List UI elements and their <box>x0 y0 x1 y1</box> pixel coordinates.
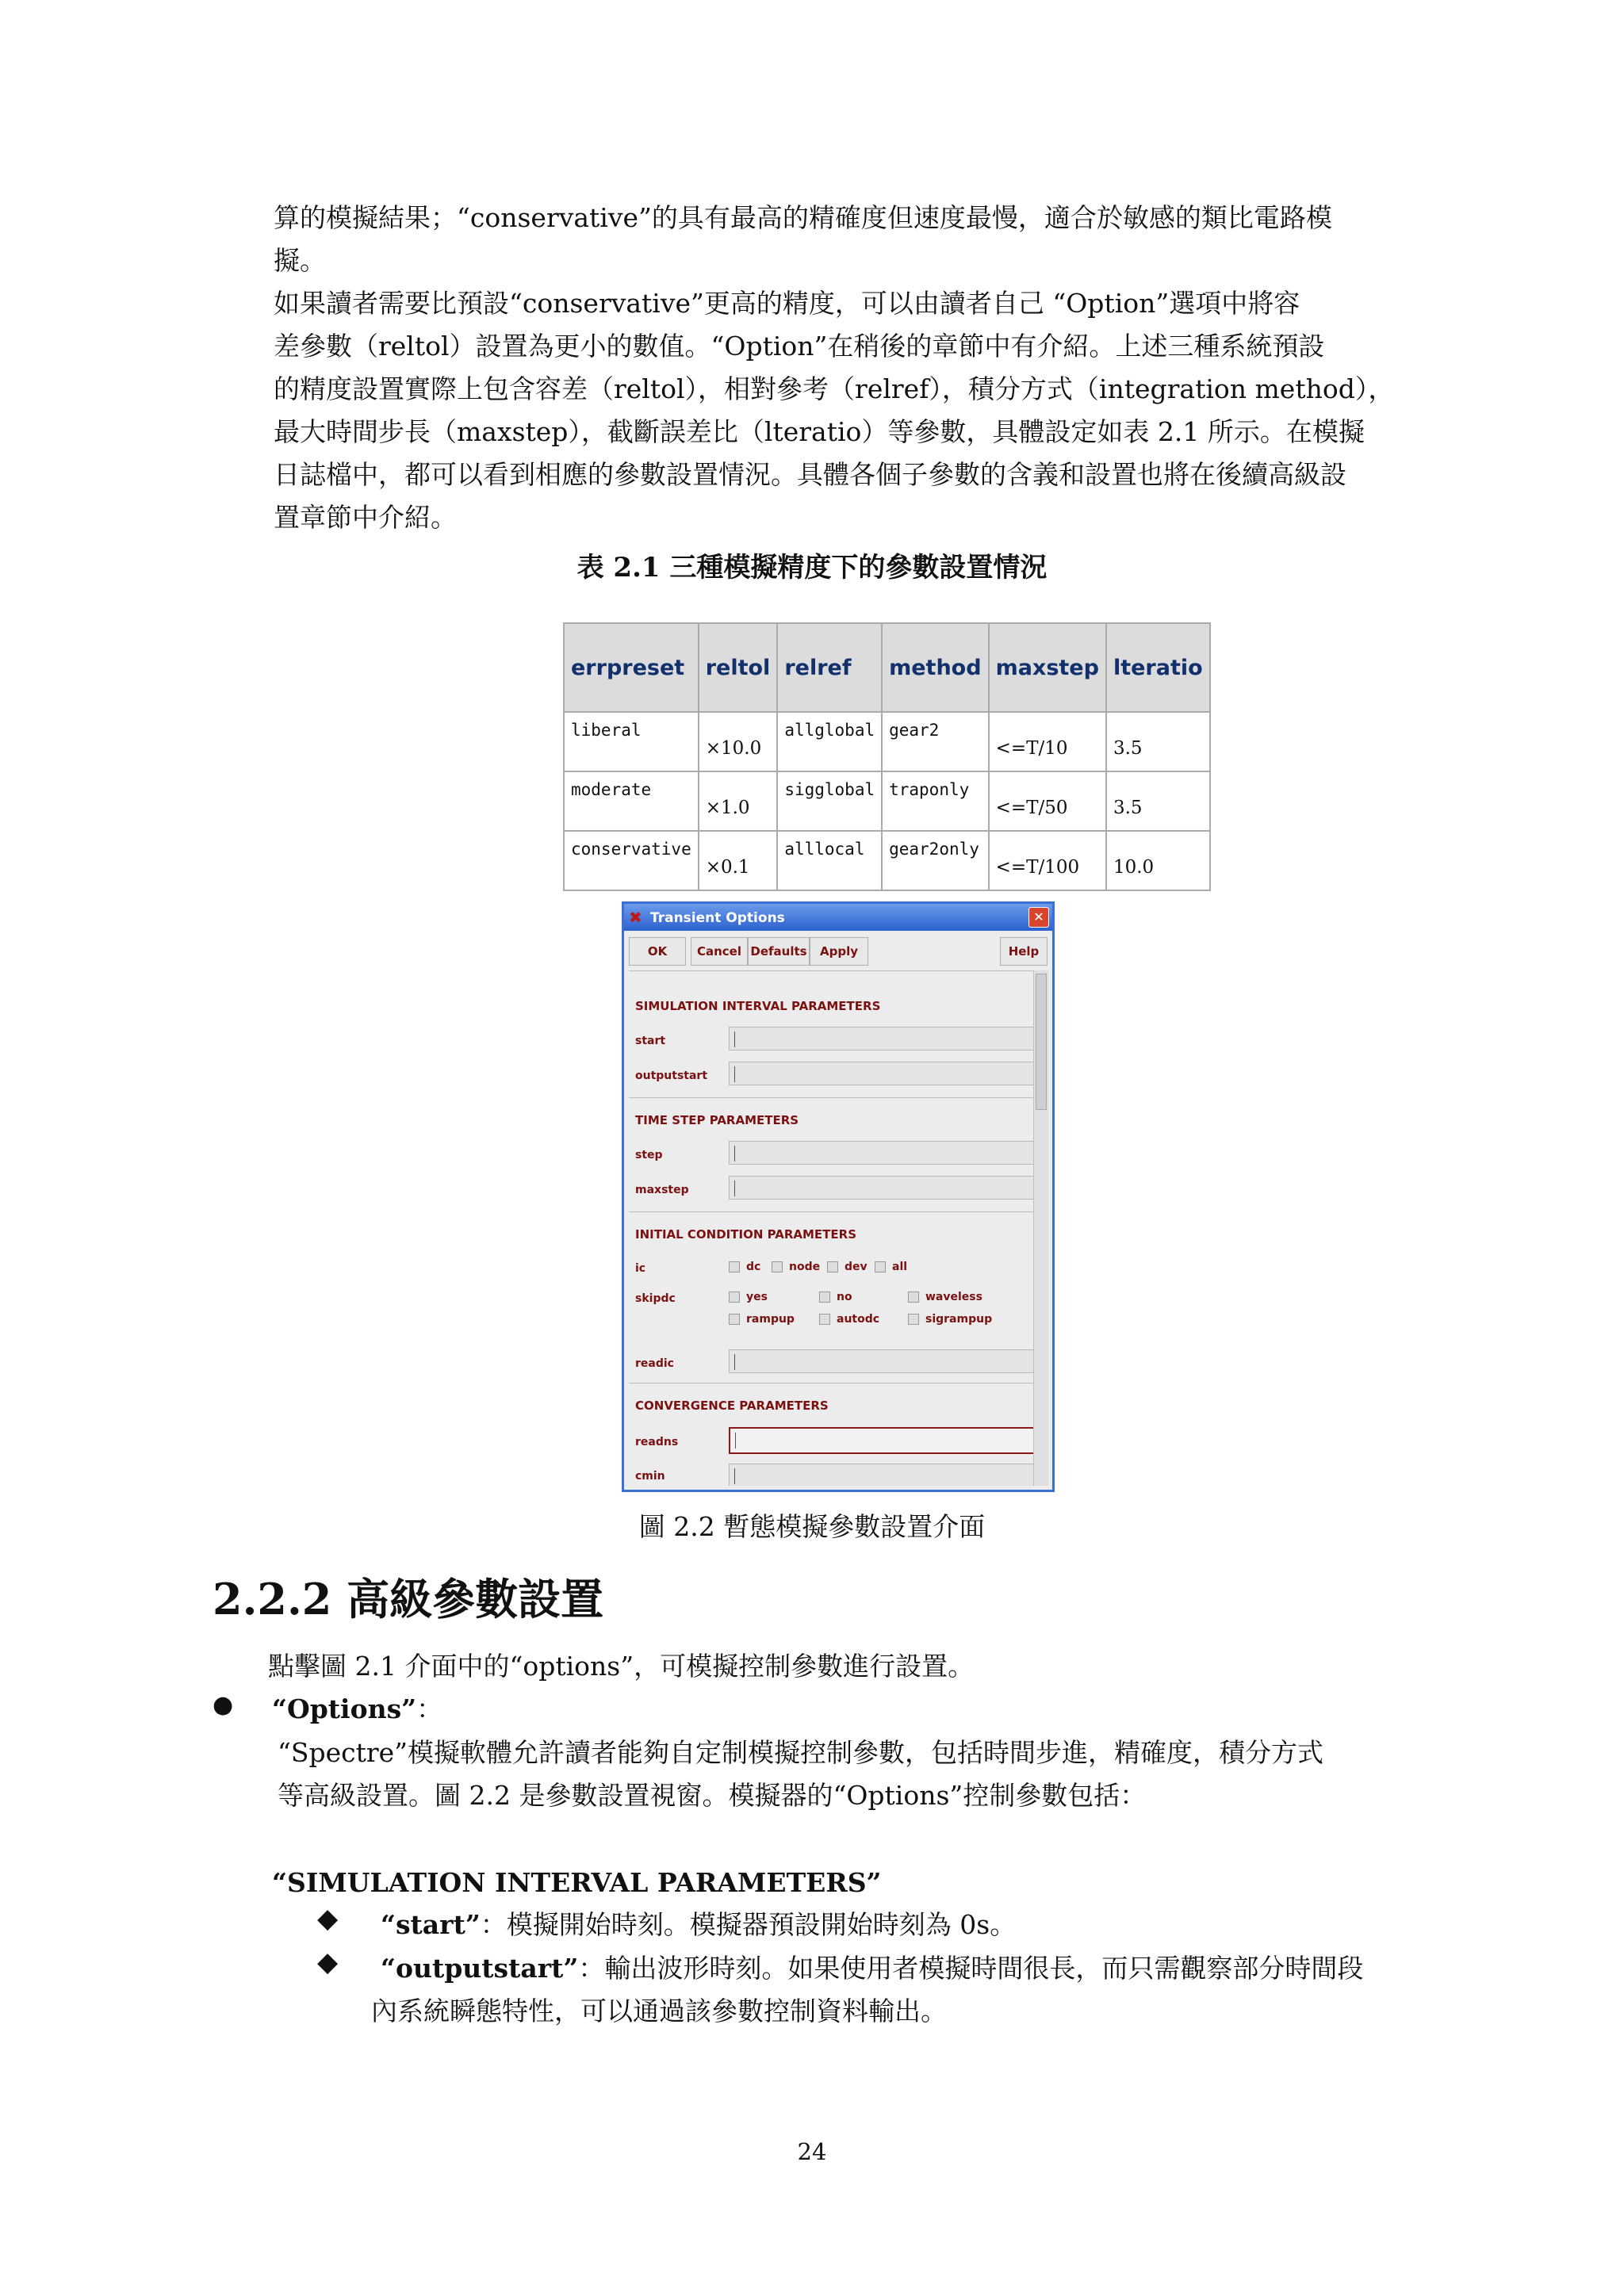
skipdc-no-checkbox[interactable]: no <box>819 1291 852 1303</box>
outputstart-field[interactable] <box>729 1062 1033 1085</box>
dialog-titlebar <box>624 904 1052 931</box>
table-row <box>564 771 1210 831</box>
text-line: 差參數（reltol）設置為更小的數值。“Option”在稍後的章節中有介紹。上述三種系統預設 <box>274 331 1325 362</box>
divider <box>629 1097 1033 1098</box>
table-cell: sigglobal <box>777 771 882 831</box>
table-cell: allglobal <box>777 712 882 771</box>
outputstart-label: outputstart <box>635 1070 708 1082</box>
section-title: INITIAL CONDITION PARAMETERS <box>635 1227 856 1242</box>
skipdc-waveless-checkbox[interactable]: waveless <box>908 1291 982 1303</box>
table-cell: traponly <box>882 771 988 831</box>
table-cell: <=T/100 <box>989 831 1106 890</box>
text-line: 算的模擬結果；“conservative”的具有最高的精確度但速度最慢，適合於敏感的類比電路模 <box>274 202 1332 233</box>
table-row <box>564 831 1210 890</box>
table-cell: <=T/50 <box>989 771 1106 831</box>
skipdc-autodc-checkbox[interactable]: autodc <box>819 1313 879 1326</box>
bullet-start: “start”：模擬開始時刻。模擬器預設開始時刻為 0s。 <box>381 1909 1017 1940</box>
spectre-paragraph <box>278 1732 1419 1817</box>
ic-label: ic <box>635 1262 646 1275</box>
maxstep-label: maxstep <box>635 1184 689 1196</box>
section-title: 高級參數設置 <box>347 1574 604 1624</box>
options-title-line <box>272 1688 1414 1731</box>
text-line: 如果讀者需要比預設“conservative”更高的精度，可以由讀者自己 “Option”選項中將容 <box>274 288 1300 319</box>
table-cell: moderate <box>564 771 699 831</box>
close-icon[interactable]: ✕ <box>1028 907 1049 928</box>
table-cell: 3.5 <box>1106 712 1210 771</box>
cmin-label: cmin <box>635 1470 665 1483</box>
cancel-button[interactable]: Cancel <box>691 937 748 966</box>
table-cell: ×10.0 <box>699 712 778 771</box>
table-cell: ×0.1 <box>699 831 778 890</box>
table-cell: liberal <box>564 712 699 771</box>
column-header: method <box>882 623 988 712</box>
intro-paragraph <box>274 197 1415 539</box>
text-line: 的精度設置實際上包含容差（reltol），相對參考（relref），積分方式（integration method）， <box>274 373 1395 404</box>
ic-node-checkbox[interactable]: node <box>772 1261 820 1273</box>
skipdc-yes-checkbox[interactable]: yes <box>729 1291 768 1303</box>
table-cell: alllocal <box>777 831 882 890</box>
scrollbar-thumb[interactable] <box>1036 974 1047 1110</box>
options-title: “Options” <box>272 1693 417 1724</box>
colon: ： <box>416 1693 443 1724</box>
text-line: 最大時間步長（maxstep），截斷誤差比（lteratio）等參數，具體設定如表 2.1 所示。在模擬 <box>274 416 1365 447</box>
parameter-table <box>563 622 1211 891</box>
text-line: 置章節中介紹。 <box>274 502 457 533</box>
page-number: 24 <box>797 2138 827 2165</box>
x-logo-icon: ✖ <box>629 908 642 927</box>
table-row <box>564 712 1210 771</box>
cmin-field[interactable] <box>729 1464 1033 1486</box>
dialog-body <box>629 970 1033 1486</box>
maxstep-field[interactable] <box>729 1176 1033 1200</box>
figure-caption: 圖 2.2 暫態模擬參數設置介面 <box>638 1511 986 1542</box>
transient-options-dialog <box>622 901 1055 1492</box>
section-title: CONVERGENCE PARAMETERS <box>635 1399 829 1413</box>
defaults-button[interactable]: Defaults <box>748 937 810 966</box>
step-label: step <box>635 1149 663 1161</box>
step-field[interactable] <box>729 1141 1033 1165</box>
table-header-row <box>564 623 1210 712</box>
dialog-scrollbar[interactable] <box>1033 970 1048 1486</box>
section-heading <box>213 1566 603 1627</box>
text-line: “Spectre”模擬軟體允許讀者能夠自定制模擬控制參數，包括時間步進，精確度，積分方式 <box>278 1737 1324 1768</box>
diamond-bullet-icon: ◆ <box>317 1903 339 1934</box>
dialog-toolbar <box>629 937 1048 966</box>
column-header: lteratio <box>1106 623 1210 712</box>
readns-field[interactable] <box>729 1427 1033 1454</box>
section-title: SIMULATION INTERVAL PARAMETERS <box>635 999 881 1013</box>
text-line: 擬。 <box>274 245 326 276</box>
dialog-title: Transient Options <box>650 910 785 926</box>
help-button[interactable]: Help <box>1000 937 1048 966</box>
text-line: 日誌檔中，都可以看到相應的參數設置情況。具體各個子參數的含義和設置也將在後續高級設 <box>274 459 1346 490</box>
column-header: relref <box>777 623 882 712</box>
skipdc-rampup-checkbox[interactable]: rampup <box>729 1313 795 1326</box>
sim-interval-heading: “SIMULATION INTERVAL PARAMETERS” <box>272 1867 882 1898</box>
table-cell: gear2only <box>882 831 988 890</box>
section-title: TIME STEP PARAMETERS <box>635 1113 799 1127</box>
table-cell: ×1.0 <box>699 771 778 831</box>
column-header: maxstep <box>989 623 1106 712</box>
click-paragraph <box>268 1645 1410 1688</box>
text-line: 等高級設置。圖 2.2 是參數設置視窗。模擬器的“Options”控制參數包括： <box>278 1780 1147 1811</box>
column-header: reltol <box>699 623 778 712</box>
table-cell: 10.0 <box>1106 831 1210 890</box>
bullet-outputstart: “outputstart”：輸出波形時刻。如果使用者模擬時間很長，而只需觀察部分時間段 內系統瞬態特性，可以通過該參數控制資料輸出。 <box>371 1953 1364 2026</box>
table-cell: 3.5 <box>1106 771 1210 831</box>
ok-button[interactable]: OK <box>629 937 686 966</box>
divider <box>629 970 1033 971</box>
bullet-marker: ● <box>213 1691 234 1719</box>
section-number: 2.2.2 <box>213 1574 332 1624</box>
column-header: errpreset <box>564 623 699 712</box>
diamond-bullet-icon: ◆ <box>317 1946 339 1978</box>
ic-dev-checkbox[interactable]: dev <box>827 1261 868 1273</box>
ic-all-checkbox[interactable]: all <box>875 1261 907 1273</box>
readic-label: readic <box>635 1357 674 1370</box>
table-caption: 表 2.1 三種模擬精度下的參數設置情況 <box>576 552 1048 584</box>
text-line: 點擊圖 2.1 介面中的“options”，可模擬控制參數進行設置。 <box>268 1651 975 1682</box>
divider <box>629 1211 1033 1212</box>
apply-button[interactable]: Apply <box>810 937 868 966</box>
skipdc-label: skipdc <box>635 1292 676 1305</box>
table-cell: conservative <box>564 831 699 890</box>
ic-dc-checkbox[interactable]: dc <box>729 1261 760 1273</box>
skipdc-sigrampup-checkbox[interactable]: sigrampup <box>908 1313 992 1326</box>
start-field[interactable] <box>729 1027 1033 1050</box>
start-label: start <box>635 1035 666 1047</box>
table-cell: gear2 <box>882 712 988 771</box>
table-cell: <=T/10 <box>989 712 1106 771</box>
readic-field[interactable] <box>729 1349 1033 1373</box>
readns-label: readns <box>635 1436 679 1448</box>
